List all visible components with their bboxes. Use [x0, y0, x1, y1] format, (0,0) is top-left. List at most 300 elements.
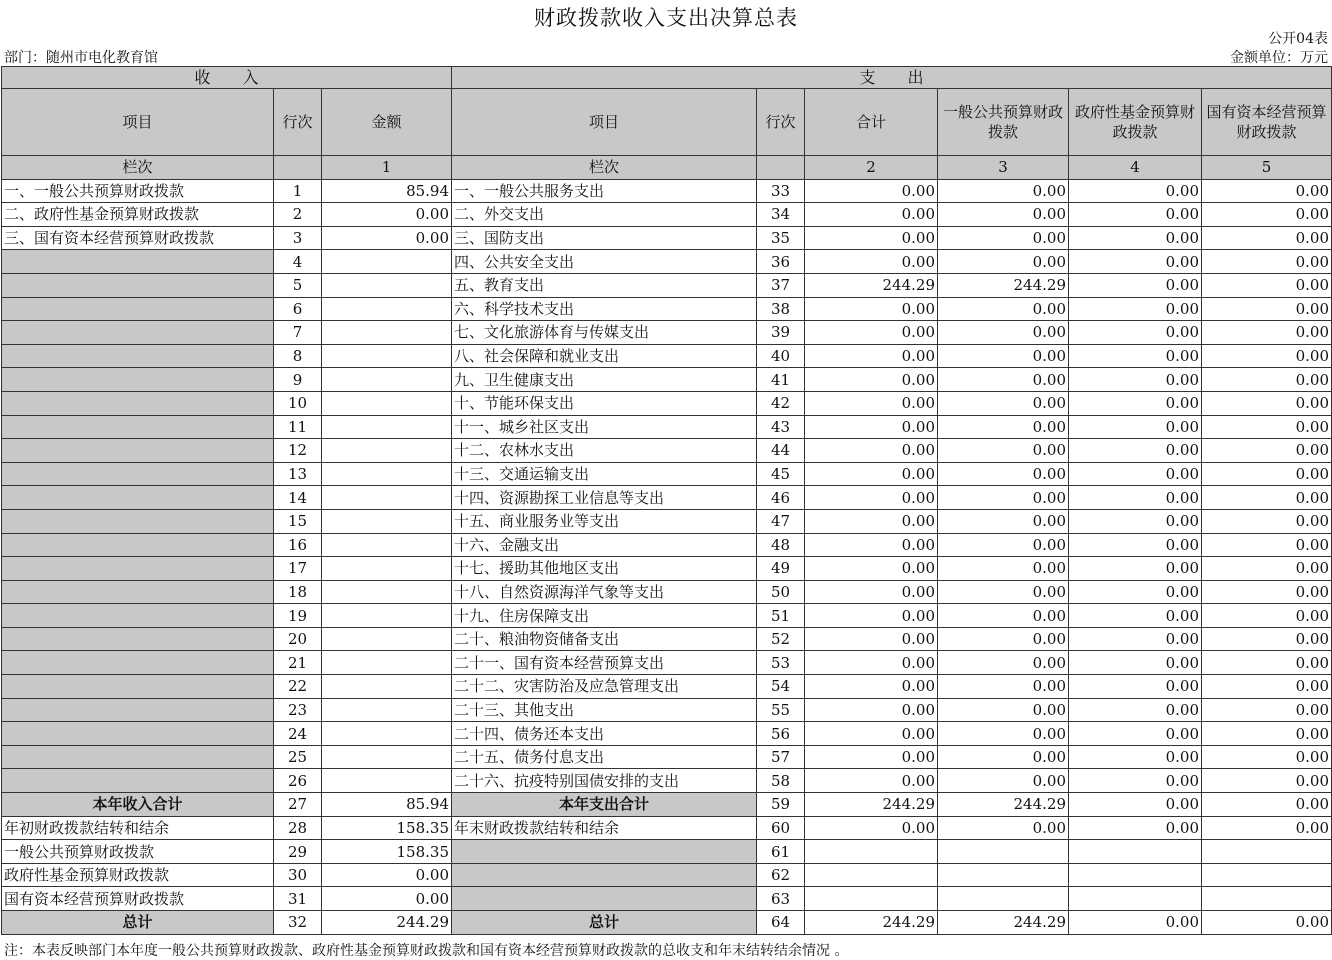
expense-state: 0.00: [1202, 391, 1332, 415]
expense-item: 二十四、债务还本支出: [452, 722, 757, 746]
income-row-no: 4: [274, 250, 322, 274]
income-amount: [322, 745, 452, 769]
table-row: [2, 203, 1332, 227]
expense-general: 0.00: [938, 297, 1069, 321]
expense-row-no: 55: [757, 698, 805, 722]
expense-item: 十九、住房保障支出: [452, 604, 757, 628]
header-state-capital: 国有资本经营预算财政拨款: [1202, 89, 1332, 156]
table-row: [2, 675, 1332, 699]
report-title: 财政拨款收入支出决算总表: [534, 6, 798, 30]
expense-total: [805, 863, 938, 887]
expense-state: 0.00: [1202, 816, 1332, 840]
income-item: 国有资本经营预算财政拨款: [2, 887, 274, 911]
expense-state: 0.00: [1202, 439, 1332, 463]
income-row-no: 10: [274, 391, 322, 415]
income-amount: [322, 627, 452, 651]
income-amount: [322, 675, 452, 699]
income-item: [2, 344, 274, 368]
expense-total: 0.00: [805, 415, 938, 439]
expense-general: 0.00: [938, 557, 1069, 581]
expense-state: 0.00: [1202, 698, 1332, 722]
income-item: [2, 627, 274, 651]
lanci-label: 栏次: [2, 156, 274, 180]
income-row-no: 1: [274, 179, 322, 203]
expense-item: 十三、交通运输支出: [452, 462, 757, 486]
expense-row-no: 35: [757, 226, 805, 250]
table-row: [2, 439, 1332, 463]
expense-fund: 0.00: [1069, 203, 1202, 227]
expense-total: 244.29: [805, 793, 938, 817]
header-total: 合计: [805, 89, 938, 156]
expense-general: [938, 863, 1069, 887]
expense-fund: 0.00: [1069, 745, 1202, 769]
income-row-no: 23: [274, 698, 322, 722]
table-row: [2, 226, 1332, 250]
income-item: [2, 698, 274, 722]
expense-item: 十四、资源勘探工业信息等支出: [452, 486, 757, 510]
expense-state: 0.00: [1202, 462, 1332, 486]
table-row: [2, 698, 1332, 722]
expense-state: 0.00: [1202, 769, 1332, 793]
expense-fund: 0.00: [1069, 226, 1202, 250]
income-item: 本年收入合计: [2, 793, 274, 817]
expense-general: 0.00: [938, 203, 1069, 227]
table-row: [2, 250, 1332, 274]
income-item: [2, 580, 274, 604]
unit-label: 金额单位：万元: [1230, 50, 1328, 66]
expense-general: 0.00: [938, 745, 1069, 769]
income-row-no: 3: [274, 226, 322, 250]
income-amount: [322, 462, 452, 486]
expense-item: 六、科学技术支出: [452, 297, 757, 321]
income-item: [2, 745, 274, 769]
budget-summary-table: [1, 66, 1332, 935]
expense-item: 十七、援助其他地区支出: [452, 557, 757, 581]
expense-total: 0.00: [805, 391, 938, 415]
table-row: [2, 604, 1332, 628]
expense-state: 0.00: [1202, 179, 1332, 203]
income-row-no: 20: [274, 627, 322, 651]
expense-item: 年末财政拨款结转和结余: [452, 816, 757, 840]
income-amount: 0.00: [322, 863, 452, 887]
income-item: [2, 509, 274, 533]
expense-fund: 0.00: [1069, 675, 1202, 699]
expense-item: 本年支出合计: [452, 793, 757, 817]
expense-fund: [1069, 887, 1202, 911]
footnote: 注：本表反映部门本年度一般公共预算财政拨款、政府性基金预算财政拨款和国有资本经营预算财政拨款的总收支和年末结转结余情况 。: [4, 943, 849, 959]
expense-item: 四、公共安全支出: [452, 250, 757, 274]
income-amount: [322, 321, 452, 345]
expense-total: 0.00: [805, 226, 938, 250]
income-amount: [322, 368, 452, 392]
expense-item: 三、国防支出: [452, 226, 757, 250]
income-item: 一般公共预算财政拨款: [2, 840, 274, 864]
income-row-no: 8: [274, 344, 322, 368]
income-row-no: 22: [274, 675, 322, 699]
expense-total: 0.00: [805, 580, 938, 604]
income-row-no: 29: [274, 840, 322, 864]
expense-state: 0.00: [1202, 651, 1332, 675]
carryover-row: [2, 816, 1332, 840]
header-expense-row-no: 行次: [757, 89, 805, 156]
income-item: [2, 769, 274, 793]
expense-row-no: 54: [757, 675, 805, 699]
header-general-budget: 一般公共预算财政拨款: [938, 89, 1069, 156]
income-row-no: 32: [274, 911, 322, 935]
expense-total: 0.00: [805, 203, 938, 227]
expense-row-no: 34: [757, 203, 805, 227]
expense-total: [805, 840, 938, 864]
expense-row-no: 36: [757, 250, 805, 274]
expense-state: 0.00: [1202, 557, 1332, 581]
expense-item: 七、文化旅游体育与传媒支出: [452, 321, 757, 345]
expense-item: 二十一、国有资本经营预算支出: [452, 651, 757, 675]
expense-item: 二十、粮油物资储备支出: [452, 627, 757, 651]
income-item: [2, 651, 274, 675]
expense-total: 0.00: [805, 368, 938, 392]
expense-general: 0.00: [938, 509, 1069, 533]
expense-general: 0.00: [938, 627, 1069, 651]
expense-state: 0.00: [1202, 911, 1332, 935]
header-expense-item: 项目: [452, 89, 757, 156]
expense-state: [1202, 887, 1332, 911]
expense-row-no: 51: [757, 604, 805, 628]
expense-fund: 0.00: [1069, 698, 1202, 722]
expense-state: 0.00: [1202, 250, 1332, 274]
income-amount: [322, 698, 452, 722]
income-item: 总计: [2, 911, 274, 935]
expense-item: 二十二、灾害防治及应急管理支出: [452, 675, 757, 699]
expense-item: 十、节能环保支出: [452, 391, 757, 415]
expense-general: 0.00: [938, 769, 1069, 793]
income-item: [2, 321, 274, 345]
expense-fund: 0.00: [1069, 179, 1202, 203]
income-amount: [322, 486, 452, 510]
income-row-no: 9: [274, 368, 322, 392]
expense-fund: 0.00: [1069, 273, 1202, 297]
expense-general: 0.00: [938, 698, 1069, 722]
income-row-no: 16: [274, 533, 322, 557]
table-row: [2, 533, 1332, 557]
expense-general: 0.00: [938, 604, 1069, 628]
income-row-no: 6: [274, 297, 322, 321]
expense-general: 0.00: [938, 250, 1069, 274]
expense-general: 0.00: [938, 344, 1069, 368]
income-amount: 0.00: [322, 887, 452, 911]
column-header-row: [2, 89, 1332, 156]
income-amount: 85.94: [322, 179, 452, 203]
income-amount: [322, 273, 452, 297]
expense-general: 0.00: [938, 321, 1069, 345]
expense-item: 九、卫生健康支出: [452, 368, 757, 392]
income-row-no: 25: [274, 745, 322, 769]
income-row-no: 5: [274, 273, 322, 297]
expense-general: 0.00: [938, 580, 1069, 604]
carryover-detail-row: [2, 863, 1332, 887]
expense-general: [938, 840, 1069, 864]
expense-fund: 0.00: [1069, 486, 1202, 510]
expense-total: 244.29: [805, 911, 938, 935]
income-item: [2, 439, 274, 463]
expense-state: [1202, 840, 1332, 864]
expense-general: 0.00: [938, 226, 1069, 250]
expense-row-no: 33: [757, 179, 805, 203]
expense-state: 0.00: [1202, 321, 1332, 345]
expense-total: 244.29: [805, 273, 938, 297]
expense-state: 0.00: [1202, 580, 1332, 604]
income-amount: [322, 344, 452, 368]
expense-state: 0.00: [1202, 226, 1332, 250]
expense-general: 0.00: [938, 439, 1069, 463]
income-row-no: 18: [274, 580, 322, 604]
expense-fund: 0.00: [1069, 415, 1202, 439]
table-row: [2, 415, 1332, 439]
expense-fund: 0.00: [1069, 297, 1202, 321]
income-amount: [322, 722, 452, 746]
income-row-no: 19: [274, 604, 322, 628]
income-row-no: 17: [274, 557, 322, 581]
expense-item: 十六、金融支出: [452, 533, 757, 557]
income-amount: [322, 250, 452, 274]
table-row: [2, 321, 1332, 345]
expense-item: [452, 863, 757, 887]
expense-row-no: 48: [757, 533, 805, 557]
income-item: 一、一般公共预算财政拨款: [2, 179, 274, 203]
expense-row-no: 57: [757, 745, 805, 769]
lanci-5: 5: [1202, 156, 1332, 180]
expense-fund: 0.00: [1069, 557, 1202, 581]
expense-fund: 0.00: [1069, 627, 1202, 651]
table-row: [2, 722, 1332, 746]
lanci-2: 2: [805, 156, 938, 180]
expense-general: 0.00: [938, 675, 1069, 699]
income-item: [2, 557, 274, 581]
income-item: [2, 250, 274, 274]
expense-state: 0.00: [1202, 297, 1332, 321]
income-item: [2, 722, 274, 746]
expense-item: 二十六、抗疫特别国债安排的支出: [452, 769, 757, 793]
expense-row-no: 49: [757, 557, 805, 581]
expense-fund: 0.00: [1069, 604, 1202, 628]
expense-total: 0.00: [805, 651, 938, 675]
table-row: [2, 509, 1332, 533]
expense-row-no: 43: [757, 415, 805, 439]
expense-state: 0.00: [1202, 604, 1332, 628]
expense-fund: 0.00: [1069, 344, 1202, 368]
expense-fund: 0.00: [1069, 769, 1202, 793]
income-amount: [322, 533, 452, 557]
income-amount: [322, 415, 452, 439]
income-amount: 158.35: [322, 816, 452, 840]
income-item: [2, 297, 274, 321]
expense-state: 0.00: [1202, 203, 1332, 227]
expense-row-no: 40: [757, 344, 805, 368]
expense-total: 0.00: [805, 179, 938, 203]
expense-item: 二十三、其他支出: [452, 698, 757, 722]
income-amount: [322, 604, 452, 628]
expense-row-no: 53: [757, 651, 805, 675]
expense-state: 0.00: [1202, 533, 1332, 557]
income-row-no: 21: [274, 651, 322, 675]
expense-state: 0.00: [1202, 509, 1332, 533]
income-amount: [322, 580, 452, 604]
expense-state: 0.00: [1202, 722, 1332, 746]
expense-row-no: 45: [757, 462, 805, 486]
income-item: [2, 604, 274, 628]
income-section-header: 收 入: [2, 67, 452, 89]
table-row: [2, 273, 1332, 297]
income-row-no: 31: [274, 887, 322, 911]
expense-total: 0.00: [805, 439, 938, 463]
department-label: 部门：随州市电化教育馆: [4, 50, 158, 66]
column-index-row: [2, 156, 1332, 180]
expense-total: 0.00: [805, 769, 938, 793]
income-item: 年初财政拨款结转和结余: [2, 816, 274, 840]
table-row: [2, 627, 1332, 651]
expense-total: 0.00: [805, 698, 938, 722]
expense-fund: 0.00: [1069, 250, 1202, 274]
income-item: 二、政府性基金预算财政拨款: [2, 203, 274, 227]
table-row: [2, 769, 1332, 793]
income-row-no: 12: [274, 439, 322, 463]
expense-general: 0.00: [938, 816, 1069, 840]
expense-item: 十二、农林水支出: [452, 439, 757, 463]
expense-row-no: 61: [757, 840, 805, 864]
header-income-amount: 金额: [322, 89, 452, 156]
expense-row-no: 41: [757, 368, 805, 392]
income-row-no: 2: [274, 203, 322, 227]
expense-row-no: 52: [757, 627, 805, 651]
table-row: [2, 486, 1332, 510]
expense-fund: 0.00: [1069, 368, 1202, 392]
income-amount: 85.94: [322, 793, 452, 817]
lanci-4: 4: [1069, 156, 1202, 180]
expense-item: 五、教育支出: [452, 273, 757, 297]
expense-total: 0.00: [805, 557, 938, 581]
income-item: 政府性基金预算财政拨款: [2, 863, 274, 887]
income-row-no: 14: [274, 486, 322, 510]
expense-row-no: 38: [757, 297, 805, 321]
expense-total: 0.00: [805, 604, 938, 628]
lanci-3: 3: [938, 156, 1069, 180]
expense-general: 0.00: [938, 391, 1069, 415]
expense-general: 0.00: [938, 722, 1069, 746]
expense-state: 0.00: [1202, 793, 1332, 817]
expense-item: 总计: [452, 911, 757, 935]
grand-total-row: [2, 911, 1332, 935]
income-item: [2, 415, 274, 439]
expense-state: 0.00: [1202, 368, 1332, 392]
expense-fund: 0.00: [1069, 722, 1202, 746]
table-row: [2, 368, 1332, 392]
expense-total: 0.00: [805, 297, 938, 321]
expense-total: 0.00: [805, 486, 938, 510]
expense-item: 八、社会保障和就业支出: [452, 344, 757, 368]
income-amount: 0.00: [322, 203, 452, 227]
expense-general: 244.29: [938, 911, 1069, 935]
table-row: [2, 179, 1332, 203]
expense-general: 0.00: [938, 651, 1069, 675]
income-item: [2, 675, 274, 699]
expense-fund: 0.00: [1069, 793, 1202, 817]
expense-state: 0.00: [1202, 415, 1332, 439]
income-amount: [322, 509, 452, 533]
expense-row-no: 62: [757, 863, 805, 887]
income-row-no: 11: [274, 415, 322, 439]
expense-row-no: 60: [757, 816, 805, 840]
expense-item: [452, 887, 757, 911]
expense-general: 0.00: [938, 415, 1069, 439]
expense-item: 二、外交支出: [452, 203, 757, 227]
expense-fund: 0.00: [1069, 391, 1202, 415]
income-amount: [322, 439, 452, 463]
header-fund-budget: 政府性基金预算财政拨款: [1069, 89, 1202, 156]
expense-row-no: 42: [757, 391, 805, 415]
income-amount: 158.35: [322, 840, 452, 864]
table-row: [2, 344, 1332, 368]
expense-item: 十五、商业服务业等支出: [452, 509, 757, 533]
subtotal-row: [2, 793, 1332, 817]
form-number: 公开04表: [1268, 31, 1328, 47]
expense-row-no: 50: [757, 580, 805, 604]
section-header-row: [2, 67, 1332, 89]
expense-item: 十八、自然资源海洋气象等支出: [452, 580, 757, 604]
income-amount: [322, 651, 452, 675]
expense-row-no: 56: [757, 722, 805, 746]
lanci-blank-2: [757, 156, 805, 180]
expense-row-no: 64: [757, 911, 805, 935]
expense-fund: 0.00: [1069, 462, 1202, 486]
expense-state: 0.00: [1202, 627, 1332, 651]
income-item: [2, 273, 274, 297]
expense-item: 二十五、债务付息支出: [452, 745, 757, 769]
expense-row-no: 59: [757, 793, 805, 817]
carryover-detail-row: [2, 840, 1332, 864]
lanci-label-2: 栏次: [452, 156, 757, 180]
expense-fund: 0.00: [1069, 533, 1202, 557]
carryover-detail-row: [2, 887, 1332, 911]
expense-total: 0.00: [805, 250, 938, 274]
expense-state: 0.00: [1202, 745, 1332, 769]
header-income-item: 项目: [2, 89, 274, 156]
expense-state: 0.00: [1202, 486, 1332, 510]
income-amount: 0.00: [322, 226, 452, 250]
table-row: [2, 297, 1332, 321]
expense-total: 0.00: [805, 627, 938, 651]
expense-general: 0.00: [938, 533, 1069, 557]
lanci-1: 1: [322, 156, 452, 180]
income-amount: [322, 557, 452, 581]
expense-total: [805, 887, 938, 911]
expense-total: 0.00: [805, 675, 938, 699]
expense-fund: [1069, 840, 1202, 864]
expense-section-header: 支 出: [452, 67, 1332, 89]
expense-total: 0.00: [805, 344, 938, 368]
income-amount: [322, 769, 452, 793]
expense-item: [452, 840, 757, 864]
expense-fund: 0.00: [1069, 580, 1202, 604]
income-amount: 244.29: [322, 911, 452, 935]
income-row-no: 26: [274, 769, 322, 793]
expense-general: 0.00: [938, 486, 1069, 510]
expense-fund: 0.00: [1069, 911, 1202, 935]
lanci-blank: [274, 156, 322, 180]
income-row-no: 28: [274, 816, 322, 840]
income-row-no: 7: [274, 321, 322, 345]
table-row: [2, 745, 1332, 769]
expense-general: [938, 887, 1069, 911]
income-row-no: 24: [274, 722, 322, 746]
